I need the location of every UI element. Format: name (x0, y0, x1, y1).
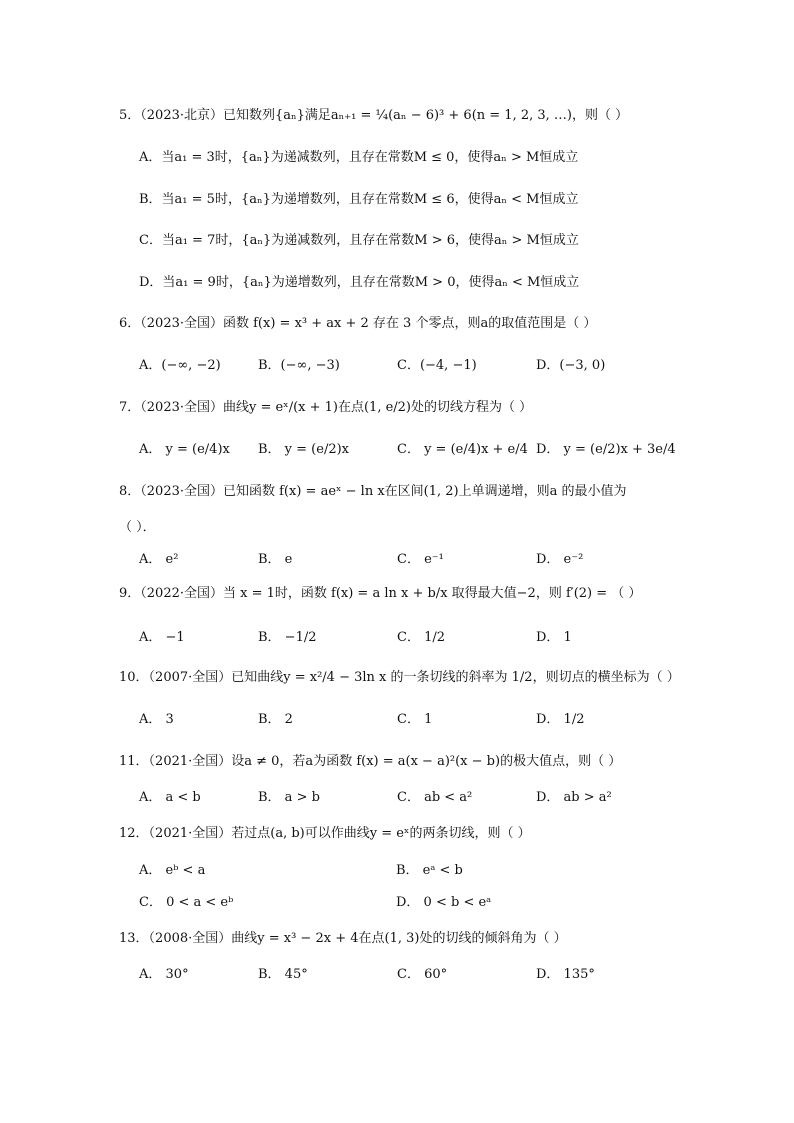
question-8-option-a: A． e² (139, 552, 179, 567)
question-10-stem: 10．（2007·全国）已知曲线y = x²/4 − 3ln x 的一条切线的斜率为 1/2，则切点的横坐标为（ ） (119, 670, 680, 685)
question-13-option-b: B． 45° (258, 967, 308, 982)
question-7-option-b: B． y = (e/2)x (258, 442, 350, 457)
question-9-option-b: B． −1/2 (258, 630, 317, 645)
question-8-option-b: B． e (258, 552, 293, 567)
question-7-option-c: C． y = (e/4)x + e/4 (397, 442, 528, 457)
question-12-option-b: B． eᵃ < b (396, 863, 463, 878)
question-12-option-d: D． 0 < b < eᵃ (396, 895, 492, 910)
question-7-option-d: D． y = (e/2)x + 3e/4 (536, 442, 676, 457)
question-11-option-b: B． a > b (258, 790, 320, 805)
question-5-stem: 5．（2023·北京）已知数列{aₙ}满足aₙ₊₁ = ¼(aₙ − 6)³ + 6(n = 1, 2, 3, …)，则（ ） (119, 108, 629, 123)
question-9-stem: 9．（2022·全国）当 x = 1时，函数 f(x) = a ln x + b/x 取得最大值−2，则 f′(2) = （ ） (119, 586, 642, 601)
question-12-stem: 12．（2021·全国）若过点(a, b)可以作曲线y = eˣ的两条切线，则（ ） (119, 826, 531, 841)
question-5-option-a: A．当a₁ = 3时，{aₙ}为递减数列，且存在常数M ≤ 0，使得aₙ > M恒成立 (139, 150, 579, 165)
question-9-option-c: C． 1/2 (397, 630, 446, 645)
question-10-option-a: A． 3 (139, 712, 174, 727)
question-8-stem-continued: （ ）． (119, 520, 156, 535)
question-11-option-a: A． a < b (139, 790, 201, 805)
question-10-option-b: B． 2 (258, 712, 293, 727)
question-10-option-d: D． 1/2 (536, 712, 585, 727)
question-5-option-d: D．当a₁ = 9时，{aₙ}为递增数列，且存在常数M > 0，使得aₙ < M恒成立 (139, 275, 580, 290)
question-11-option-c: C． ab < a² (397, 790, 473, 805)
question-7-stem: 7．（2023·全国）曲线y = eˣ/(x + 1)在点(1, e/2)处的切线方程为（ ） (119, 400, 533, 415)
question-9-option-d: D． 1 (536, 630, 572, 645)
question-11-stem: 11．（2021·全国）设a ≠ 0，若a为函数 f(x) = a(x − a)²(x − b)的极大值点，则（ ） (119, 754, 622, 769)
question-5-option-c: C．当a₁ = 7时，{aₙ}为递减数列，且存在常数M > 6，使得aₙ > M恒成立 (139, 233, 579, 248)
question-6-option-c: C．(−4, −1) (397, 358, 477, 373)
question-6-option-b: B．(−∞, −3) (258, 358, 340, 373)
question-13-stem: 13．（2008·全国）曲线y = x³ − 2x + 4在点(1, 3)处的切线的倾斜角为（ ） (119, 931, 567, 946)
question-10-option-c: C． 1 (397, 712, 433, 727)
question-6-option-d: D．(−3, 0) (536, 358, 606, 373)
question-9-option-a: A． −1 (139, 630, 185, 645)
question-8-stem: 8．（2023·全国）已知函数 f(x) = aeˣ − ln x在区间(1, 2)上单调递增，则a 的最小值为 (119, 484, 627, 499)
question-13-option-a: A． 30° (139, 967, 189, 982)
question-12-option-a: A． eᵇ < a (139, 863, 206, 878)
question-5-option-b: B．当a₁ = 5时，{aₙ}为递增数列，且存在常数M ≤ 6，使得aₙ < M恒成立 (139, 192, 579, 207)
question-6-option-a: A．(−∞, −2) (139, 358, 221, 373)
question-13-option-d: D． 135° (536, 967, 595, 982)
question-11-option-d: D． ab > a² (536, 790, 612, 805)
question-8-option-d: D． e⁻² (536, 552, 584, 567)
question-13-option-c: C． 60° (397, 967, 448, 982)
question-6-stem: 6．（2023·全国）函数 f(x) = x³ + ax + 2 存在 3 个零点，则a的取值范围是（ ） (119, 316, 597, 331)
question-7-option-a: A． y = (e/4)x (139, 442, 230, 457)
question-8-option-c: C． e⁻¹ (397, 552, 444, 567)
question-12-option-c: C． 0 < a < eᵇ (139, 895, 234, 910)
